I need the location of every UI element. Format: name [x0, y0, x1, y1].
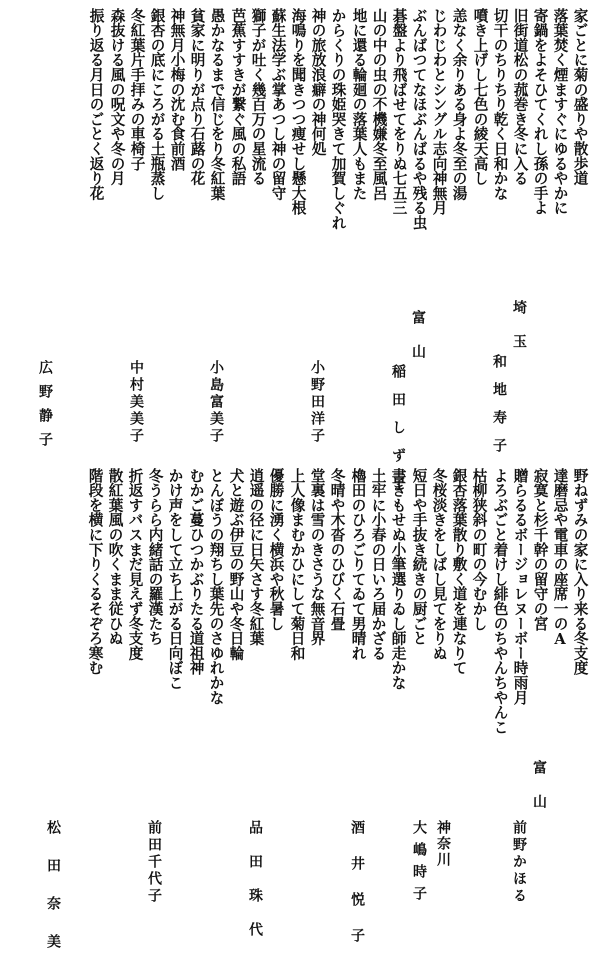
haiku-line: 切干のちりちり乾く日和かな	[491, 8, 509, 201]
haiku-line: 碁盤より飛ばせてをりぬ七五三	[390, 8, 408, 216]
haiku-line: 芭蕉すすきが繋ぐ風の私語	[229, 8, 247, 186]
haiku-line: じわじわとシングル志向神無月	[430, 8, 448, 216]
haiku-line: からくりの珠姫哭きて加賀しぐれ	[329, 8, 347, 230]
haiku-line: 家ごとに菊の盛りや散歩道	[571, 8, 589, 186]
haiku-line: 神無月小梅の沈む食前酒	[168, 8, 186, 171]
author-name: 前田千代子	[146, 820, 162, 905]
author-prefecture: 神奈川	[435, 820, 451, 868]
author-prefecture: 富山	[531, 760, 547, 828]
haiku-line: 振り返る月日のごとく返り花	[87, 8, 105, 201]
haiku-line: 落葉焚く煙ますぐにゆるやかに	[551, 8, 569, 216]
author-name: 広野静子	[37, 360, 53, 456]
haiku-line: 銀杏の底にころがる土瓶蒸し	[148, 8, 166, 201]
haiku-line: 上人像まむかひにして菊日和	[288, 468, 306, 661]
haiku-line: 書きもせぬ小筆選りゐし師走かな	[389, 468, 407, 690]
haiku-line: 冬紅葉片手拝みの車椅子	[128, 8, 146, 171]
haiku-line: 愚かなるまで信じをり冬紅葉	[208, 8, 226, 201]
haiku-line: 優勝に湧く横浜や秋暑し	[267, 468, 285, 631]
author-name: 小野田洋子	[309, 360, 325, 445]
author-prefecture: 富山	[410, 310, 426, 378]
haiku-line: 折返すバスまだ見えず冬支度	[126, 468, 144, 661]
author-name: 和地寿子	[491, 354, 507, 466]
haiku-line: かけ声をして立ち上がる日向ぼこ	[166, 468, 184, 690]
haiku-line: 贈らるるボージョレヌーボー時雨月	[511, 468, 529, 705]
author-name: 中村美美子	[128, 360, 144, 445]
haiku-line: 冬桜淡きをしばし見てをりぬ	[430, 468, 448, 661]
haiku-line: 獅子が吐く幾百万の星流る	[249, 8, 267, 186]
haiku-line: 旧街道松の菰巻き冬に入る	[511, 8, 529, 186]
haiku-line: とんぼうの翔ちし葉先のさゆれかな	[207, 468, 225, 705]
haiku-line: 冬うらら内緒話の羅漢たち	[146, 468, 164, 646]
author-name: 前野かほる	[511, 820, 527, 905]
haiku-line: 恙なく余りある身よ冬至の湯	[450, 8, 468, 201]
haiku-line: 寂寞と杉千幹の留守の宮	[531, 468, 549, 631]
author-prefecture: 埼玉	[511, 300, 527, 368]
haiku-line: 冬晴や木沓のひびく石畳	[328, 468, 346, 631]
haiku-line: 野ねずみの家に入り来る冬支度	[571, 468, 589, 676]
haiku-line: 森抜ける風の呪文や冬の月	[108, 8, 126, 186]
haiku-line: 枯柳狭斜の町の今むかし	[470, 468, 488, 631]
haiku-line: 逍遥の径に日矢さす冬紅葉	[247, 468, 265, 646]
haiku-line: 地に還る輪廻の落葉人もまた	[350, 8, 368, 201]
author-name: 大嶋時子	[411, 820, 427, 908]
author-name: 稲田しず子	[390, 364, 406, 504]
haiku-line: 寄鍋をよそひてくれし孫の手よ	[531, 8, 549, 216]
haiku-line: むかご蔓ひつかぶりたる道祖神	[187, 468, 205, 676]
haiku-line: よろぶごと着けし緋色のちやんちやんこ	[491, 468, 509, 735]
haiku-line: 噴き上げし七色の綾天高し	[471, 8, 489, 186]
author-name: 品田珠代	[247, 820, 263, 956]
author-name: 松田奈美	[45, 820, 61, 972]
author-name: 小島富美子	[208, 360, 224, 445]
haiku-line: 貧家に明りが点り石蕗の花	[188, 8, 206, 186]
haiku-line: 神の旅放浪癖の神何処	[309, 8, 327, 156]
haiku-line: 散紅葉風の吹くまま従ひぬ	[106, 468, 124, 646]
haiku-line: 櫓田のひろごりてゐて男晴れ	[349, 468, 367, 661]
haiku-line: 達磨忌や電車の座席一のA	[551, 468, 569, 648]
haiku-line: ぶんばつてなほぶんばるや残る虫	[410, 8, 428, 230]
haiku-line: 階段を横に下りくるそぞろ寒む	[86, 468, 104, 676]
haiku-line: 銀杏落葉散り敷く道を連なりて	[450, 468, 468, 676]
haiku-line: 土牢に小春の日いろ届かざる	[369, 468, 387, 661]
haiku-line: 犬と遊ぶ伊豆の野山や冬日輪	[227, 468, 245, 661]
author-name: 酒井悦子	[349, 820, 365, 964]
haiku-line: 山の中の虫の不機嫌冬至風呂	[370, 8, 388, 201]
haiku-line: 海鳴りを聞きつつ痩せし懸大根	[289, 8, 307, 216]
haiku-line: 蘇生法学ぶ掌あつし神の留守	[269, 8, 287, 201]
haiku-line: 堂裏は雪のきさうな無音界	[308, 468, 326, 646]
haiku-line: 短日や手抜き続きの厨ごと	[410, 468, 428, 646]
